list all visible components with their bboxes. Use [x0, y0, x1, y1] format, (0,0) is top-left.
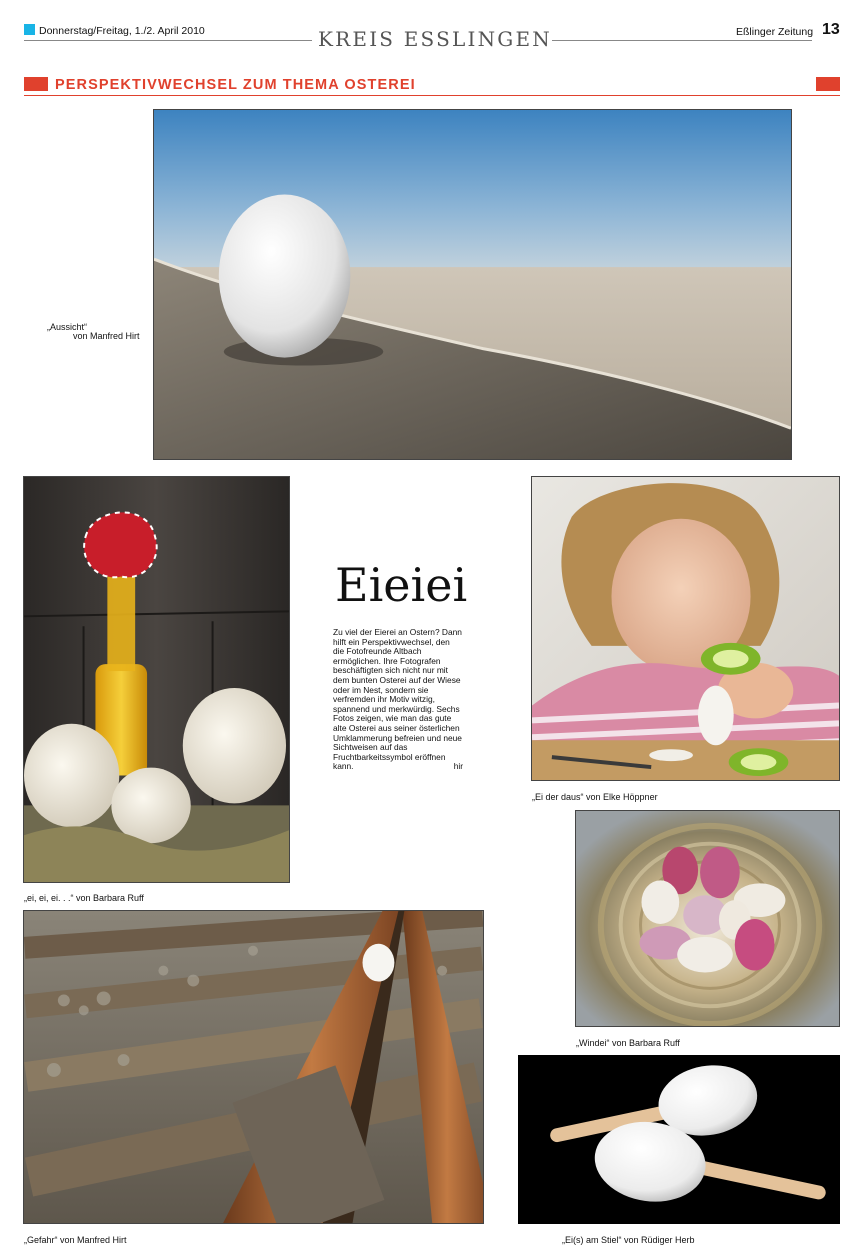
- section-color-marker: [24, 24, 35, 35]
- caption-windei: „Windei“ von Barbara Ruff: [576, 1038, 680, 1048]
- header-rule-right: [552, 40, 812, 41]
- photo-aussicht: [153, 109, 792, 460]
- section-title: KREIS ESSLINGEN: [318, 27, 552, 51]
- newspaper-name: Eßlinger Zeitung: [736, 26, 814, 38]
- caption-eieiei: „ei, ei, ei. . .“ von Barbara Ruff: [24, 893, 144, 903]
- kicker-rule: [24, 95, 840, 96]
- article-headline: Eieiei: [335, 558, 468, 612]
- photo-gefahr: [23, 910, 484, 1224]
- photo-ei-der-daus: [531, 476, 840, 781]
- article-body: [333, 628, 463, 772]
- kicker-bar-left: [24, 77, 48, 91]
- caption-ei-der-daus: „Ei der daus“ von Elke Höppner: [532, 792, 658, 802]
- photo-eieiei: [23, 476, 290, 883]
- kicker-bar-right: [816, 77, 840, 91]
- photo-eis-am-stiel: [518, 1055, 840, 1224]
- article-body-text: Zu viel der Eierei an Ostern? Dann hilft ein Perspektivwechsel, den die Fotofreunde Altbach ermöglichen. Ihre Fotografen beschäftigten sich nicht nur mit dem bunten Osterei auf der Wiese oder im Nest, sondern sie verfremden ihr Motiv witzig, spannend und merkwürdig. Sechs Fotos zeigen, wie man das gute alte Osterei aus seiner österlichen Umklammerung befreien und neue Sichtweisen auf das Fruchtbarkeitssymbol eröffnen kann.: [333, 627, 462, 772]
- photo-windei: [575, 810, 840, 1027]
- caption-gefahr: „Gefahr“ von Manfred Hirt: [24, 1235, 127, 1245]
- caption-eis-am-stiel: „Ei(s) am Stiel“ von Rüdiger Herb: [562, 1235, 695, 1245]
- photo-title-aussicht: „Aussicht“: [47, 322, 88, 332]
- header-rule-left: [24, 40, 312, 41]
- kicker-title: PERSPEKTIVWECHSEL ZUM THEMA OSTEREI: [55, 77, 416, 93]
- page-number: 13: [822, 21, 840, 38]
- issue-date: Donnerstag/Freitag, 1./2. April 2010: [39, 25, 205, 37]
- article-author: hir: [453, 761, 463, 772]
- photo-credit-aussicht: von Manfred Hirt: [73, 331, 140, 341]
